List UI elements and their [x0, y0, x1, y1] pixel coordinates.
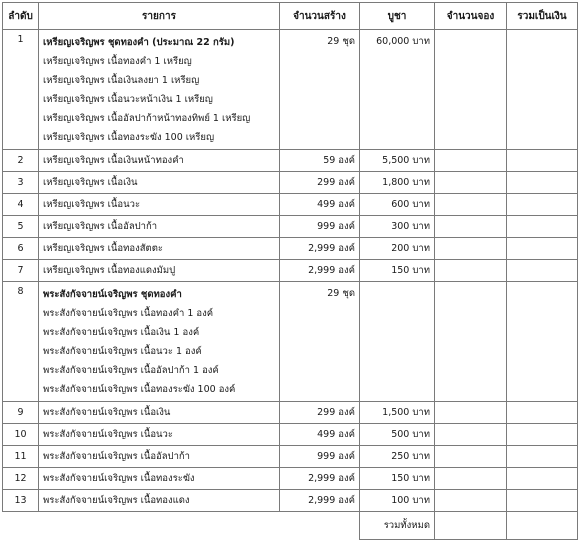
sum-cell: [507, 468, 578, 490]
price-cell: 600 บาท: [360, 194, 435, 216]
qty-cell: 299 องค์: [280, 172, 360, 194]
item-cell: เหรียญเจริญพร เนื้อเงิน: [39, 172, 280, 194]
table-row: [3, 402, 578, 424]
sum-cell: [507, 30, 578, 150]
item-cell: พระสังกัจจายน์เจริญพร เนื้อเงิน: [39, 402, 280, 424]
item-cell: เหรียญเจริญพร เนื้อทองแดงมัมปู: [39, 260, 280, 282]
reserve-cell[interactable]: [435, 468, 507, 490]
reserve-cell[interactable]: [435, 194, 507, 216]
sum-cell: [507, 402, 578, 424]
qty-cell: 29 ชุด: [280, 30, 360, 150]
row-number: 5: [3, 216, 39, 238]
sum-cell: [507, 150, 578, 172]
row-number: 9: [3, 402, 39, 424]
row-number: 12: [3, 468, 39, 490]
header-qty: จำนวนสร้าง: [280, 3, 360, 30]
set-subitem: พระสังกัจจายน์เจริญพร เนื้อทองคำ 1 องค์: [43, 308, 214, 319]
price-list-table: [2, 2, 578, 540]
sum-cell: [507, 194, 578, 216]
sum-cell: [507, 446, 578, 468]
qty-cell: 59 องค์: [280, 150, 360, 172]
row-number: 2: [3, 150, 39, 172]
table-row: [3, 424, 578, 446]
item-cell: เหรียญเจริญพร เนื้อนวะ: [39, 194, 280, 216]
qty-cell: 999 องค์: [280, 216, 360, 238]
price-cell: 200 บาท: [360, 238, 435, 260]
header-sum: รวมเป็นเงิน: [507, 3, 578, 30]
reserve-cell[interactable]: [435, 446, 507, 468]
table-row: [3, 260, 578, 282]
set-subitem: เหรียญเจริญพร เนื้อเงินลงยา 1 เหรียญ: [43, 75, 200, 86]
total-reserve-cell: [435, 512, 507, 540]
table-row: [3, 490, 578, 512]
set-subitem: เหรียญเจริญพร เนื้อทองคำ 1 เหรียญ: [43, 56, 192, 67]
sum-cell: [507, 238, 578, 260]
blank-cell: [3, 512, 39, 540]
price-cell: 500 บาท: [360, 424, 435, 446]
reserve-cell[interactable]: [435, 150, 507, 172]
header-reserve: จำนวนจอง: [435, 3, 507, 30]
sum-cell: [507, 490, 578, 512]
qty-cell: 29 ชุด: [280, 282, 360, 402]
total-sum-cell: [507, 512, 578, 540]
item-cell: พระสังกัจจายน์เจริญพร เนื้อทองแดง: [39, 490, 280, 512]
row-number: 1: [3, 30, 39, 150]
price-cell: 60,000 บาท: [360, 30, 435, 150]
header-no: ลำดับ: [3, 3, 39, 30]
price-cell: 1,500 บาท: [360, 402, 435, 424]
set-subitem: เหรียญเจริญพร เนื้อนวะหน้าเงิน 1 เหรียญ: [43, 94, 213, 105]
set-subitem: พระสังกัจจายน์เจริญพร เนื้อนวะ 1 องค์: [43, 346, 202, 357]
header-row: [3, 3, 578, 30]
set-subitem: เหรียญเจริญพร เนื้อทองระฆัง 100 เหรียญ: [43, 132, 215, 143]
sum-cell: [507, 282, 578, 402]
row-number: 6: [3, 238, 39, 260]
reserve-cell[interactable]: [435, 30, 507, 150]
table-row: [3, 446, 578, 468]
qty-cell: 499 องค์: [280, 424, 360, 446]
price-cell: 100 บาท: [360, 490, 435, 512]
row-number: 11: [3, 446, 39, 468]
price-cell: 5,500 บาท: [360, 150, 435, 172]
header-price: บูชา: [360, 3, 435, 30]
price-cell: 150 บาท: [360, 260, 435, 282]
table-row: [3, 150, 578, 172]
price-cell: 250 บาท: [360, 446, 435, 468]
set-subitem: เหรียญเจริญพร เนื้ออัลปาก้าหน้าทองทิพย์ 1 เหรียญ: [43, 113, 251, 124]
item-cell: พระสังกัจจายน์เจริญพร เนื้อทองระฆัง: [39, 468, 280, 490]
reserve-cell[interactable]: [435, 238, 507, 260]
qty-cell: 2,999 องค์: [280, 468, 360, 490]
row-number: 10: [3, 424, 39, 446]
sum-cell: [507, 424, 578, 446]
reserve-cell[interactable]: [435, 424, 507, 446]
total-row: [3, 512, 578, 540]
sum-cell: [507, 216, 578, 238]
price-cell: 1,800 บาท: [360, 172, 435, 194]
row-number: 4: [3, 194, 39, 216]
item-cell: [39, 30, 280, 150]
blank-cell: [280, 512, 360, 540]
reserve-cell[interactable]: [435, 402, 507, 424]
item-cell: พระสังกัจจายน์เจริญพร เนื้อนวะ: [39, 424, 280, 446]
qty-cell: 999 องค์: [280, 446, 360, 468]
qty-cell: 2,999 องค์: [280, 260, 360, 282]
blank-cell: [39, 512, 280, 540]
set-subitem: พระสังกัจจายน์เจริญพร เนื้อเงิน 1 องค์: [43, 327, 200, 338]
row-number: 13: [3, 490, 39, 512]
qty-cell: 499 องค์: [280, 194, 360, 216]
total-label: รวมทั้งหมด: [360, 512, 435, 540]
reserve-cell[interactable]: [435, 260, 507, 282]
qty-cell: 2,999 องค์: [280, 238, 360, 260]
row-number: 7: [3, 260, 39, 282]
table-row: [3, 282, 578, 402]
reserve-cell[interactable]: [435, 490, 507, 512]
set-subitem: พระสังกัจจายน์เจริญพร เนื้ออัลปาก้า 1 องค์: [43, 365, 219, 376]
sum-cell: [507, 172, 578, 194]
table-row: [3, 468, 578, 490]
price-cell: 300 บาท: [360, 216, 435, 238]
set-title: พระสังกัจจายน์เจริญพร ชุดทองคำ: [43, 289, 182, 300]
table-row: [3, 216, 578, 238]
table-row: [3, 30, 578, 150]
reserve-cell[interactable]: [435, 216, 507, 238]
set-title: เหรียญเจริญพร ชุดทองคำ (ประมาณ 22 กรัม): [43, 37, 235, 48]
item-cell: พระสังกัจจายน์เจริญพร เนื้ออัลปาก้า: [39, 446, 280, 468]
header-item: รายการ: [39, 3, 280, 30]
qty-cell: 2,999 องค์: [280, 490, 360, 512]
row-number: 3: [3, 172, 39, 194]
table-row: [3, 238, 578, 260]
qty-cell: 299 องค์: [280, 402, 360, 424]
table-row: [3, 172, 578, 194]
table-row: [3, 194, 578, 216]
price-cell: [360, 282, 435, 402]
item-cell: เหรียญเจริญพร เนื้ออัลปาก้า: [39, 216, 280, 238]
sum-cell: [507, 260, 578, 282]
item-cell: [39, 282, 280, 402]
reserve-cell[interactable]: [435, 282, 507, 402]
reserve-cell[interactable]: [435, 172, 507, 194]
item-cell: เหรียญเจริญพร เนื้อทองสัตตะ: [39, 238, 280, 260]
price-cell: 150 บาท: [360, 468, 435, 490]
item-cell: เหรียญเจริญพร เนื้อเงินหน้าทองคำ: [39, 150, 280, 172]
row-number: 8: [3, 282, 39, 402]
set-subitem: พระสังกัจจายน์เจริญพร เนื้อทองระฆัง 100 องค์: [43, 384, 236, 395]
